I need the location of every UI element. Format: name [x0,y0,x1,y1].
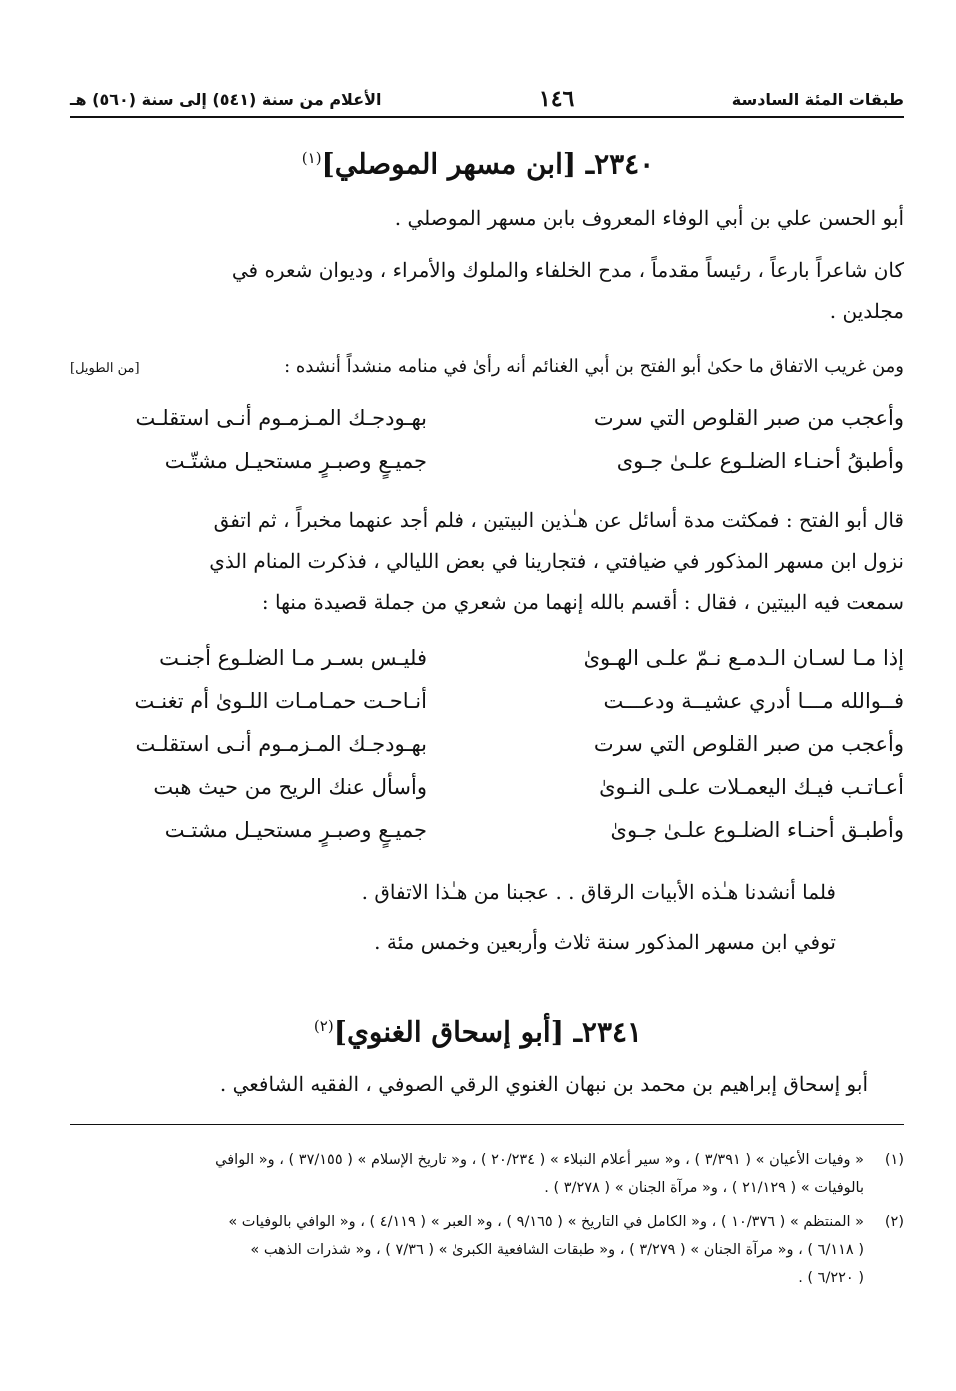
footnote-line: بالوفيات » ( ٢١/١٢٩ ) ، و« مرآة الجنان » ( ٣/٢٧٨ ) . [544,1180,864,1196]
meter-tag: [من الطويل] [70,361,140,376]
entry1-paragraph-3 [70,347,904,389]
verse-hemistich-first: وأطبقُ أحنـاء الضلـوع علـىٰ جـوى [616,448,904,473]
entry1-paragraph-2a: كان شاعراً بارعاً ، رئيساً مقدماً ، مدح الخلفاء والملوك والأمراء ، وديوان شعره في [231,258,904,282]
footnote-separator [70,1124,904,1125]
verse-line [70,765,904,808]
footnote-text: « المنتظم » ( ١٠/٣٧٦ ) ، و« الكامل في التاريخ » ( ٩/١٦٥ ) ، و« العبر » ( ٤/١١٩ ) ، و« الوافي بالوفيات » [228,1214,864,1230]
verse-hemistich-second: فليـس بسـر مـا الضلـوع أجنـت [159,645,427,670]
entry1-paragraph-5: فلما أنشدنا هـٰذه الأبيات الرقاق . . عجبنا من هـٰذا الاتفاق . [361,880,836,904]
header-section-title: طبقات المئة السادسة [731,89,904,109]
page-number: ١٤٦ [538,86,575,112]
verse-hemistich-first: وأطبـق أحنـاء الضلـوع علـىٰ جـوىٰ [610,817,904,842]
entry1-paragraph-2b: مجلدين . [829,299,904,323]
footnote-text: « وفيات الأعيان » ( ٣/٣٩١ ) ، و« سير أعلام النبلاء » ( ٢٠/٢٣٤ ) ، و« تاريخ الإسلام » ( ٣٧/١٥٥ ) ، و« الوافي [215,1152,864,1168]
entry1-paragraph-4a: قال أبو الفتح : فمكثت مدة أسائل عن هـٰذين البيتين ، فلم أجد عنهما مخبراً ، ثم اتفق [213,508,904,532]
verse-hemistich-first: وأعجب من صبر القلوص التي سرت [593,405,904,430]
footnote-number: (١) [884,1152,904,1168]
verse-hemistich-second: بهـودجـك المـزمـوم أنـى استقلـت [135,731,427,756]
verse-hemistich-second: جميـعٍ وصبـرٍ مستحيـل مشتـت [164,817,427,842]
verse-hemistich-first: أعـاتـب فيـك اليعمـلات علـى النـوىٰ [599,774,904,799]
entry-title-text: ٢٣٤٠ـ [ابن مسهر الموصلي] [321,147,655,181]
entry-title-2340 [52,138,904,184]
footnote-number: (٢) [884,1214,904,1230]
header-range-title: الأعلام من سنة (٥٤١) إلى سنة (٥٦٠) هـ [70,89,382,109]
verse-hemistich-first: وأعجب من صبر القلوص التي سرت [593,731,904,756]
verse-hemistich-second: وأسأل عنك الريح من حيث هبت [153,774,427,799]
entry1-paragraph-3-text: ومن غريب الاتفاق ما حكىٰ أبو الفتح بن أبي الغنائم أنه رأىٰ في منامه منشداً أنشده : [284,356,904,377]
footnote-line: ( ٦/١١٨ ) ، و« مرآة الجنان » ( ٣/٢٧٩ ) ، و« طبقات الشافعية الكبرىٰ » ( ٧/٣٦ ) ، و« شذرات الذهب » [250,1242,864,1258]
verse-line [70,636,904,679]
verse-hemistich-first: فــوالله مـــا أدري عشيــة ودعـــت [603,688,904,713]
entry1-paragraph-4c: سمعت فيه البيتين ، فقال : أقسم بالله إنهما من شعري من جملة قصيدة منها : [261,590,904,614]
entry1-paragraph-4b: نزول ابن مسهر المذكور في ضيافتي ، فتجارينا في بعض الليالي ، فذكرت المنام الذي [209,549,904,573]
verses-block-1 [70,396,904,482]
footnote-line [70,1146,904,1174]
entry1-paragraph-6: توفي ابن مسهر المذكور سنة ثلاث وأربعين وخمس مئة . [374,930,836,954]
verse-line [70,396,904,439]
verses-block-2 [70,636,904,851]
verse-hemistich-second: أنـاحـت حمـامـات اللـوىٰ أم تغنـت [134,688,427,713]
footnote-1 [70,1146,904,1202]
running-header [70,82,904,118]
verse-line [70,808,904,851]
footnote-line: ( ٦/٢٢٠ ) . [798,1270,864,1286]
footnote-2 [70,1208,904,1292]
entry1-paragraph-1: أبو الحسن علي بن أبي الوفاء المعروف بابن مسهر الموصلي . [394,206,904,230]
entry-title-2341 [52,1006,904,1052]
footnote-mark-2: (٢) [313,1017,334,1035]
verse-hemistich-second: بهـودجـك المـزمـوم أنـى استقلـت [135,405,427,430]
verse-line [70,439,904,482]
footnote-mark-1: (١) [301,149,322,167]
verse-hemistich-first: إذا مـا لسـان الـدمـع نـمّ علـى الهـوىٰ [583,645,904,670]
verse-line [70,722,904,765]
verse-line [70,679,904,722]
entry2-paragraph-1: أبو إسحاق إبراهيم بن محمد بن نبهان الغنوي الرقي الصوفي ، الفقيه الشافعي . [219,1072,868,1096]
verse-hemistich-second: جميـعٍ وصبـرٍ مستحيـل مشتّـت [164,448,427,473]
footnote-line [70,1208,904,1236]
entry-title-text: ٢٣٤١ـ [أبو إسحاق الغنوي] [333,1015,643,1049]
